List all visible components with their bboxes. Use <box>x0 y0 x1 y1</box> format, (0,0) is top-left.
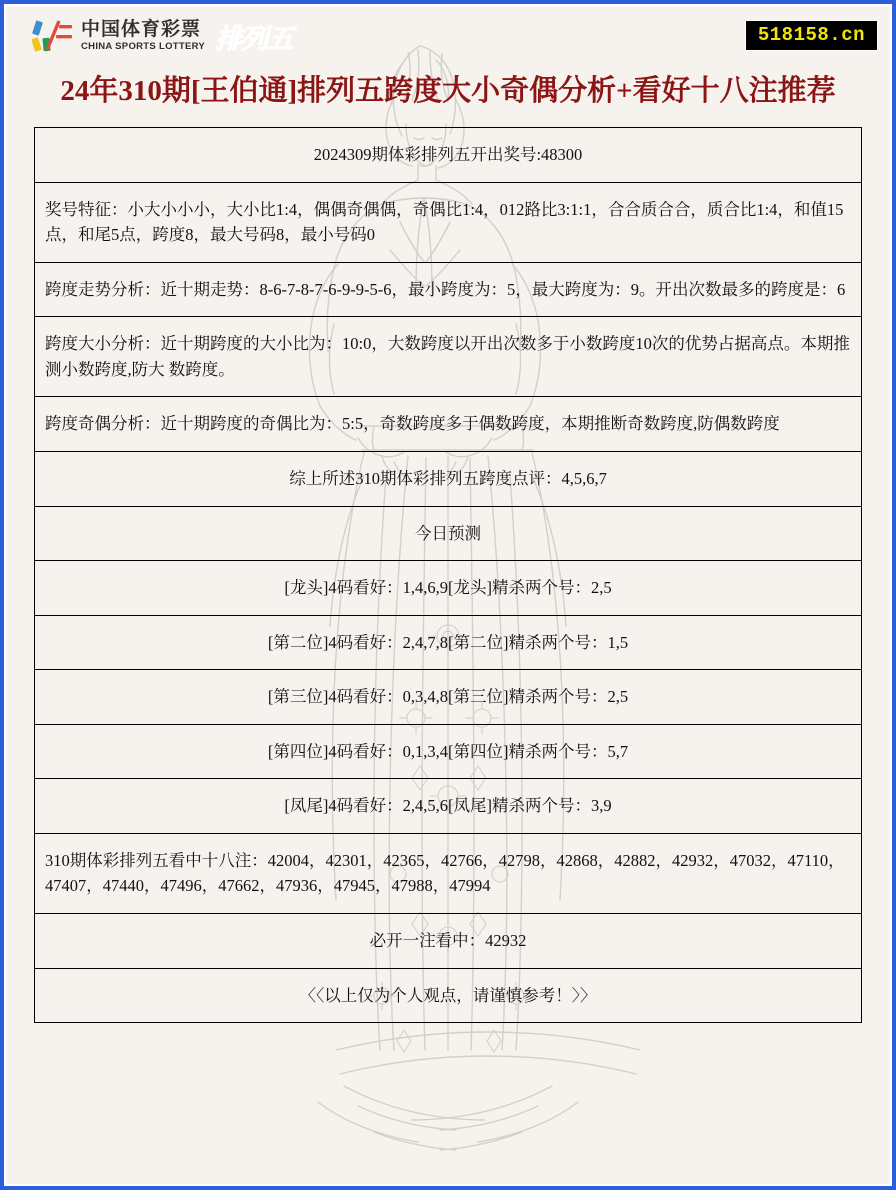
span-size-cell: 跨度大小分析：近十期跨度的大小比为：10:0，大数跨度以开出次数多于小数跨度10次的优势占据高点。本期推测小数跨度,防大 数跨度。 <box>35 317 862 397</box>
china-sports-lottery-logo-icon <box>32 18 74 54</box>
game-logo-pailiewu <box>215 17 293 56</box>
page-inner <box>4 4 892 1186</box>
position-2-cell: [第二位]4码看好：2,4,7,8[第二位]精杀两个号：1,5 <box>35 615 862 670</box>
table-row-span-trend <box>35 262 862 317</box>
position-5-cell: [凤尾]4码看好：2,4,5,6[凤尾]精杀两个号：3,9 <box>35 779 862 834</box>
table-row-feature <box>35 182 862 262</box>
table-row-position-4 <box>35 724 862 779</box>
table-row-position-3 <box>35 670 862 725</box>
table-row-position-2 <box>35 615 862 670</box>
page-header <box>6 6 890 66</box>
span-trend-cell: 跨度走势分析：近十期走势：8-6-7-8-7-6-9-9-5-6，最小跨度为：5，最大跨度为：9。开出次数最多的跨度是：6 <box>35 262 862 317</box>
brand-name-en: CHINA SPORTS LOTTERY <box>81 41 206 53</box>
table-row-must-hit <box>35 914 862 969</box>
draw-result-cell: 2024309期体彩排列五开出奖号:48300 <box>35 128 862 183</box>
span-summary-cell: 综上所述310期体彩排列五跨度点评：4,5,6,7 <box>35 451 862 506</box>
brand-lockup <box>32 12 293 60</box>
table-row-disclaimer <box>35 968 862 1023</box>
page-title: 24年310期[王伯通]排列五跨度大小奇偶分析+看好十八注推荐 <box>60 75 836 107</box>
game-logo-char-3: 五 <box>267 23 294 54</box>
position-1-cell: [龙头]4码看好：1,4,6,9[龙头]精杀两个号：2,5 <box>35 561 862 616</box>
table-row-eighteen-bets <box>35 833 862 913</box>
brand-name-cn: 中国体育彩票 <box>81 19 202 41</box>
eighteen-bets-cell: 310期体彩排列五看中十八注：42004，42301，42365，42766，42798，42868，42882，42932，47032，47110，47407，47440，47496，47662，47936，47945，47988，47994 <box>35 833 862 913</box>
table-row-position-5 <box>35 779 862 834</box>
table-row-span-parity <box>35 397 862 452</box>
table-row-forecast-header <box>35 506 862 561</box>
position-4-cell: [第四位]4码看好：0,1,3,4[第四位]精杀两个号：5,7 <box>35 724 862 779</box>
number-feature-cell: 奖号特征：小大小小小，大小比1:4，偶偶奇偶偶，奇偶比1:4，012路比3:1:1，合合质合合，质合比1:4，和值15点，和尾5点，跨度8，最大号码8，最小号码0 <box>35 182 862 262</box>
disclaimer-cell: 〈〈以上仅为个人观点，请谨慎参考！〉〉 <box>35 968 862 1023</box>
table-row-position-1 <box>35 561 862 616</box>
analysis-table-wrapper <box>34 127 862 1023</box>
game-logo-char-2: 列 <box>241 23 268 54</box>
analysis-table <box>34 127 862 1023</box>
table-row-draw-result <box>35 128 862 183</box>
position-3-cell: [第三位]4码看好：0,3,4,8[第三位]精杀两个号：2,5 <box>35 670 862 725</box>
brand-text <box>81 20 205 52</box>
table-row-summary <box>35 451 862 506</box>
today-forecast-header-cell: 今日预测 <box>35 506 862 561</box>
table-row-span-size <box>35 317 862 397</box>
span-parity-cell: 跨度奇偶分析：近十期跨度的奇偶比为：5:5，奇数跨度多于偶数跨度，本期推断奇数跨度,防偶数跨度 <box>35 397 862 452</box>
game-logo-char-1: 排 <box>215 23 242 54</box>
must-hit-cell: 必开一注看中：42932 <box>35 914 862 969</box>
site-url-badge: 518158.cn <box>745 20 878 51</box>
